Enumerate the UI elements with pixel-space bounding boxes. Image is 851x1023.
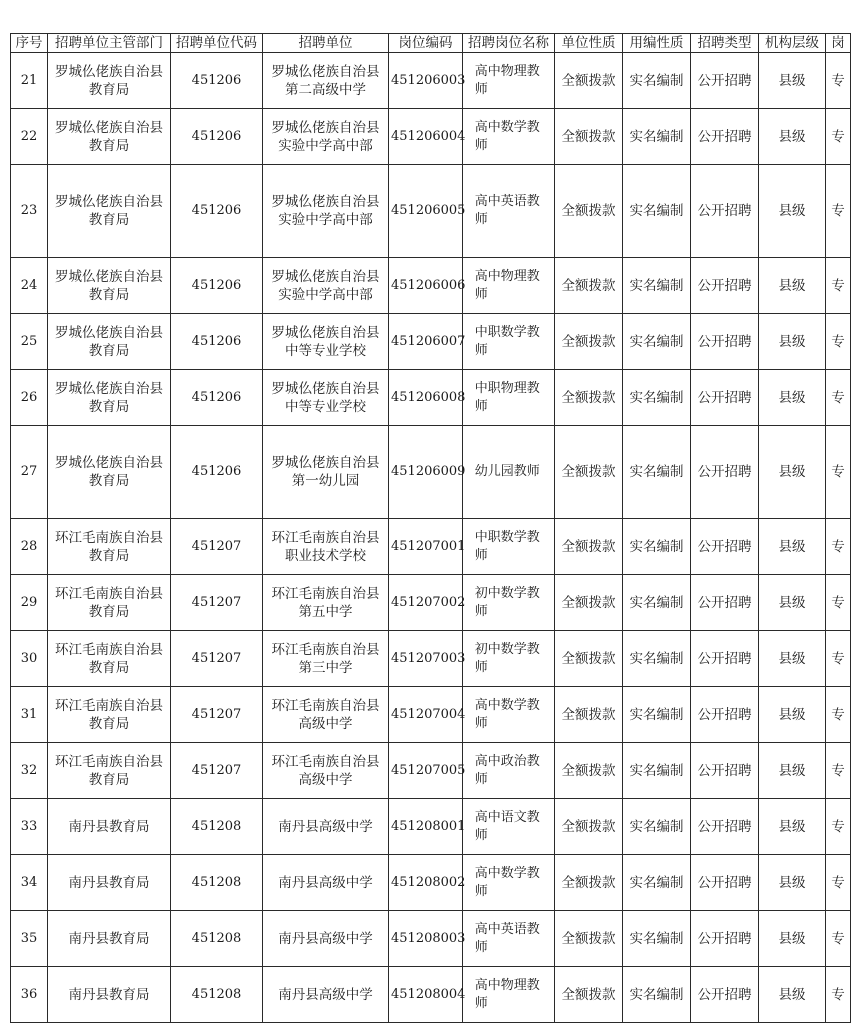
- cell-staffing: 实名编制: [623, 258, 691, 314]
- post-name-text: 高中政治教师: [474, 753, 540, 787]
- cell-unit: 罗城仫佬族自治县实验中学高中部: [263, 258, 389, 314]
- cell-post: [463, 370, 555, 426]
- cell-unit: 环江毛南族自治县第三中学: [263, 631, 389, 687]
- table-row: [11, 165, 851, 258]
- cell-unit-code: 451207: [171, 631, 263, 687]
- table-row: [11, 687, 851, 743]
- cell-post-code: 451206008: [389, 370, 463, 426]
- cell-level: 县级: [759, 855, 826, 911]
- cell-dept: 罗城仫佬族自治县教育局: [48, 370, 171, 426]
- cell-unit: 罗城仫佬族自治县中等专业学校: [263, 370, 389, 426]
- cell-staffing: 实名编制: [623, 370, 691, 426]
- cell-type: 公开招聘: [691, 855, 759, 911]
- cell-type: 公开招聘: [691, 109, 759, 165]
- post-name-text: 中职物理教师: [474, 380, 540, 414]
- cell-unit: 南丹县高级中学: [263, 911, 389, 967]
- cell-level: 县级: [759, 314, 826, 370]
- cell-level: 县级: [759, 911, 826, 967]
- cell-extra: 专: [826, 855, 851, 911]
- cell-unit: 南丹县高级中学: [263, 799, 389, 855]
- cell-no: 35: [11, 911, 48, 967]
- post-name-text: 高中物理教师: [474, 977, 540, 1011]
- cell-extra: 专: [826, 911, 851, 967]
- table-row: [11, 911, 851, 967]
- post-name-text: 幼儿园教师: [474, 464, 540, 479]
- cell-unit: 环江毛南族自治县职业技术学校: [263, 519, 389, 575]
- cell-type: 公开招聘: [691, 165, 759, 258]
- header-cell-post: 招聘岗位名称: [463, 34, 555, 53]
- table-row: [11, 967, 851, 1023]
- cell-dept: 环江毛南族自治县教育局: [48, 519, 171, 575]
- table-row: [11, 799, 851, 855]
- cell-unit: 罗城仫佬族自治县实验中学高中部: [263, 109, 389, 165]
- cell-post-code: 451206003: [389, 53, 463, 109]
- cell-level: 县级: [759, 967, 826, 1023]
- cell-no: 32: [11, 743, 48, 799]
- cell-extra: 专: [826, 109, 851, 165]
- cell-unit-code: 451206: [171, 426, 263, 519]
- cell-level: 县级: [759, 109, 826, 165]
- cell-nature: 全额拨款: [555, 743, 623, 799]
- cell-no: 27: [11, 426, 48, 519]
- cell-post-code: 451206007: [389, 314, 463, 370]
- cell-post: [463, 426, 555, 519]
- cell-type: 公开招聘: [691, 967, 759, 1023]
- post-name-text: 高中语文教师: [474, 809, 540, 843]
- cell-post: [463, 575, 555, 631]
- cell-staffing: 实名编制: [623, 426, 691, 519]
- header-cell-unit: 招聘单位: [263, 34, 389, 53]
- cell-nature: 全额拨款: [555, 575, 623, 631]
- cell-unit: 罗城仫佬族自治县中等专业学校: [263, 314, 389, 370]
- cell-unit: 罗城仫佬族自治县第一幼儿园: [263, 426, 389, 519]
- cell-unit-code: 451207: [171, 575, 263, 631]
- header-cell-staffing: 用编性质: [623, 34, 691, 53]
- cell-dept: 南丹县教育局: [48, 799, 171, 855]
- cell-staffing: 实名编制: [623, 855, 691, 911]
- cell-staffing: 实名编制: [623, 687, 691, 743]
- recruitment-table: [10, 33, 851, 1023]
- cell-dept: 环江毛南族自治县教育局: [48, 575, 171, 631]
- post-name-text: 高中物理教师: [474, 268, 540, 302]
- table-row: [11, 575, 851, 631]
- cell-level: 县级: [759, 165, 826, 258]
- cell-type: 公开招聘: [691, 687, 759, 743]
- cell-post-code: 451206009: [389, 426, 463, 519]
- cell-nature: 全额拨款: [555, 370, 623, 426]
- cell-staffing: 实名编制: [623, 165, 691, 258]
- cell-extra: 专: [826, 575, 851, 631]
- cell-staffing: 实名编制: [623, 519, 691, 575]
- cell-unit: 南丹县高级中学: [263, 855, 389, 911]
- cell-nature: 全额拨款: [555, 314, 623, 370]
- cell-type: 公开招聘: [691, 631, 759, 687]
- cell-dept: 南丹县教育局: [48, 967, 171, 1023]
- cell-unit-code: 451208: [171, 967, 263, 1023]
- cell-type: 公开招聘: [691, 258, 759, 314]
- cell-post-code: 451206006: [389, 258, 463, 314]
- cell-post: [463, 165, 555, 258]
- cell-dept: 罗城仫佬族自治县教育局: [48, 109, 171, 165]
- cell-nature: 全额拨款: [555, 53, 623, 109]
- cell-post-code: 451208004: [389, 967, 463, 1023]
- cell-level: 县级: [759, 370, 826, 426]
- cell-staffing: 实名编制: [623, 799, 691, 855]
- cell-post-code: 451208001: [389, 799, 463, 855]
- cell-no: 23: [11, 165, 48, 258]
- cell-post: [463, 314, 555, 370]
- table-row: [11, 53, 851, 109]
- header-cell-post-code: 岗位编码: [389, 34, 463, 53]
- cell-nature: 全额拨款: [555, 911, 623, 967]
- cell-extra: 专: [826, 743, 851, 799]
- cell-level: 县级: [759, 799, 826, 855]
- cell-staffing: 实名编制: [623, 53, 691, 109]
- cell-unit: 南丹县高级中学: [263, 967, 389, 1023]
- cell-extra: 专: [826, 258, 851, 314]
- cell-no: 24: [11, 258, 48, 314]
- cell-post-code: 451208002: [389, 855, 463, 911]
- table-row: [11, 314, 851, 370]
- header-row: [11, 34, 851, 53]
- table-row: [11, 743, 851, 799]
- cell-staffing: 实名编制: [623, 743, 691, 799]
- cell-type: 公开招聘: [691, 519, 759, 575]
- cell-dept: 罗城仫佬族自治县教育局: [48, 53, 171, 109]
- cell-level: 县级: [759, 575, 826, 631]
- cell-post: [463, 258, 555, 314]
- cell-nature: 全额拨款: [555, 519, 623, 575]
- cell-nature: 全额拨款: [555, 855, 623, 911]
- cell-level: 县级: [759, 258, 826, 314]
- post-name-text: 高中英语教师: [474, 194, 540, 227]
- cell-level: 县级: [759, 631, 826, 687]
- cell-post-code: 451206004: [389, 109, 463, 165]
- cell-extra: 专: [826, 165, 851, 258]
- cell-no: 28: [11, 519, 48, 575]
- cell-unit-code: 451207: [171, 743, 263, 799]
- cell-unit-code: 451207: [171, 519, 263, 575]
- cell-staffing: 实名编制: [623, 109, 691, 165]
- cell-dept: 环江毛南族自治县教育局: [48, 631, 171, 687]
- cell-no: 31: [11, 687, 48, 743]
- cell-post: [463, 687, 555, 743]
- cell-no: 25: [11, 314, 48, 370]
- cell-type: 公开招聘: [691, 911, 759, 967]
- cell-type: 公开招聘: [691, 575, 759, 631]
- cell-unit: 环江毛南族自治县第五中学: [263, 575, 389, 631]
- cell-dept: 罗城仫佬族自治县教育局: [48, 165, 171, 258]
- cell-unit: 罗城仫佬族自治县实验中学高中部: [263, 165, 389, 258]
- cell-type: 公开招聘: [691, 426, 759, 519]
- cell-extra: 专: [826, 799, 851, 855]
- post-name-text: 高中数学教师: [474, 865, 540, 899]
- cell-unit-code: 451208: [171, 799, 263, 855]
- cell-dept: 环江毛南族自治县教育局: [48, 687, 171, 743]
- cell-post: [463, 109, 555, 165]
- cell-type: 公开招聘: [691, 799, 759, 855]
- cell-post-code: 451207003: [389, 631, 463, 687]
- cell-post: [463, 53, 555, 109]
- cell-no: 33: [11, 799, 48, 855]
- cell-post: [463, 631, 555, 687]
- cell-dept: 环江毛南族自治县教育局: [48, 743, 171, 799]
- cell-nature: 全额拨款: [555, 967, 623, 1023]
- cell-type: 公开招聘: [691, 314, 759, 370]
- cell-unit-code: 451206: [171, 370, 263, 426]
- table-row: [11, 258, 851, 314]
- cell-type: 公开招聘: [691, 743, 759, 799]
- cell-no: 26: [11, 370, 48, 426]
- table-row: [11, 855, 851, 911]
- cell-post: [463, 911, 555, 967]
- cell-no: 34: [11, 855, 48, 911]
- cell-post-code: 451206005: [389, 165, 463, 258]
- header-cell-unit-code: 招聘单位代码: [171, 34, 263, 53]
- cell-dept: 罗城仫佬族自治县教育局: [48, 258, 171, 314]
- cell-post: [463, 799, 555, 855]
- cell-staffing: 实名编制: [623, 967, 691, 1023]
- header-cell-dept: 招聘单位主管部门: [48, 34, 171, 53]
- cell-post: [463, 855, 555, 911]
- cell-unit-code: 451208: [171, 855, 263, 911]
- cell-no: 21: [11, 53, 48, 109]
- cell-nature: 全额拨款: [555, 687, 623, 743]
- table-row: [11, 426, 851, 519]
- header-cell-extra: 岗: [826, 34, 851, 53]
- cell-level: 县级: [759, 519, 826, 575]
- cell-dept: 罗城仫佬族自治县教育局: [48, 314, 171, 370]
- cell-level: 县级: [759, 743, 826, 799]
- cell-dept: 南丹县教育局: [48, 855, 171, 911]
- table-row: [11, 370, 851, 426]
- cell-no: 29: [11, 575, 48, 631]
- header-cell-level: 机构层级: [759, 34, 826, 53]
- post-name-text: 高中英语教师: [474, 921, 540, 955]
- cell-unit-code: 451206: [171, 314, 263, 370]
- post-name-text: 初中数学教师: [474, 585, 540, 619]
- table-row: [11, 631, 851, 687]
- cell-extra: 专: [826, 314, 851, 370]
- cell-no: 30: [11, 631, 48, 687]
- cell-nature: 全额拨款: [555, 426, 623, 519]
- cell-level: 县级: [759, 53, 826, 109]
- cell-type: 公开招聘: [691, 370, 759, 426]
- cell-unit-code: 451206: [171, 53, 263, 109]
- cell-extra: 专: [826, 967, 851, 1023]
- cell-unit: 罗城仫佬族自治县第二高级中学: [263, 53, 389, 109]
- cell-nature: 全额拨款: [555, 165, 623, 258]
- cell-unit: 环江毛南族自治县高级中学: [263, 687, 389, 743]
- post-name-text: 高中数学教师: [474, 697, 540, 731]
- cell-level: 县级: [759, 426, 826, 519]
- cell-unit-code: 451207: [171, 687, 263, 743]
- cell-nature: 全额拨款: [555, 109, 623, 165]
- cell-post-code: 451207001: [389, 519, 463, 575]
- cell-no: 22: [11, 109, 48, 165]
- cell-type: 公开招聘: [691, 53, 759, 109]
- header-cell-type: 招聘类型: [691, 34, 759, 53]
- cell-dept: 罗城仫佬族自治县教育局: [48, 426, 171, 519]
- cell-extra: 专: [826, 631, 851, 687]
- cell-extra: 专: [826, 426, 851, 519]
- cell-unit-code: 451206: [171, 109, 263, 165]
- cell-post: [463, 967, 555, 1023]
- cell-post-code: 451207004: [389, 687, 463, 743]
- cell-staffing: 实名编制: [623, 911, 691, 967]
- cell-staffing: 实名编制: [623, 314, 691, 370]
- table-row: [11, 109, 851, 165]
- post-name-text: 高中数学教师: [474, 119, 540, 153]
- cell-unit-code: 451206: [171, 258, 263, 314]
- cell-nature: 全额拨款: [555, 258, 623, 314]
- post-name-text: 中职数学教师: [474, 529, 540, 563]
- cell-post-code: 451207005: [389, 743, 463, 799]
- cell-post-code: 451207002: [389, 575, 463, 631]
- cell-unit: 环江毛南族自治县高级中学: [263, 743, 389, 799]
- post-name-text: 初中数学教师: [474, 641, 540, 675]
- header-cell-no: 序号: [11, 34, 48, 53]
- cell-post-code: 451208003: [389, 911, 463, 967]
- table-row: [11, 519, 851, 575]
- cell-extra: 专: [826, 370, 851, 426]
- cell-nature: 全额拨款: [555, 799, 623, 855]
- cell-post: [463, 743, 555, 799]
- page-top-margin: [0, 0, 828, 33]
- cell-extra: 专: [826, 53, 851, 109]
- cell-staffing: 实名编制: [623, 575, 691, 631]
- cell-level: 县级: [759, 687, 826, 743]
- cell-nature: 全额拨款: [555, 631, 623, 687]
- cell-post: [463, 519, 555, 575]
- cell-extra: 专: [826, 519, 851, 575]
- post-name-text: 中职数学教师: [474, 324, 540, 358]
- cell-dept: 南丹县教育局: [48, 911, 171, 967]
- cell-unit-code: 451208: [171, 911, 263, 967]
- cell-staffing: 实名编制: [623, 631, 691, 687]
- cell-extra: 专: [826, 687, 851, 743]
- cell-no: 36: [11, 967, 48, 1023]
- post-name-text: 高中物理教师: [474, 63, 540, 97]
- header-cell-nature: 单位性质: [555, 34, 623, 53]
- cell-unit-code: 451206: [171, 165, 263, 258]
